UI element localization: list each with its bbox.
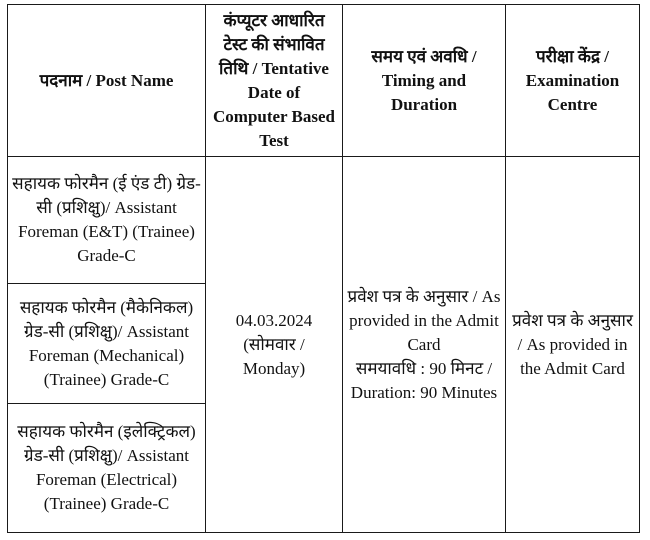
exam-date: 04.03.2024 bbox=[235, 310, 313, 330]
duration-text: समयावधि : 90 मिनट / Duration: 90 Minutes bbox=[350, 358, 498, 402]
header-tentative-date: कंप्यूटर आधारित टेस्ट की संभावित तिथि / Tentative Date of Computer Based Test bbox=[206, 5, 343, 157]
post-name-cell: सहायक फोरमैन (इलेक्ट्रिकल) ग्रेड-सी (प्रशिक्षु)/ Assistant Foreman (Electrical) (Trainee) Grade-C bbox=[8, 404, 206, 533]
table-row bbox=[8, 157, 640, 284]
post-name-cell: सहायक फोरमैन (ई एंड टी) ग्रेड-सी (प्रशिक्षु)/ Assistant Foreman (E&T) (Trainee) Grade-C bbox=[8, 157, 206, 284]
exam-day: (सोमवार / Monday) bbox=[242, 334, 306, 378]
header-post-name: पदनाम / Post Name bbox=[8, 5, 206, 157]
header-row bbox=[8, 5, 640, 157]
exam-schedule-table bbox=[7, 4, 640, 533]
date-cell bbox=[206, 157, 343, 533]
post-name-cell: सहायक फोरमैन (मैकेनिकल) ग्रेड-सी (प्रशिक्षु)/ Assistant Foreman (Mechanical) (Trainee) Grade-C bbox=[8, 284, 206, 404]
header-timing-duration: समय एवं अवधि / Timing and Duration bbox=[343, 5, 506, 157]
timing-as-admit-card: प्रवेश पत्र के अनुसार / As provided in the Admit Card bbox=[347, 286, 501, 354]
header-examination-centre: परीक्षा केंद्र / Examination Centre bbox=[506, 5, 640, 157]
timing-cell bbox=[343, 157, 506, 533]
centre-cell: प्रवेश पत्र के अनुसार / As provided in the Admit Card bbox=[506, 157, 640, 533]
